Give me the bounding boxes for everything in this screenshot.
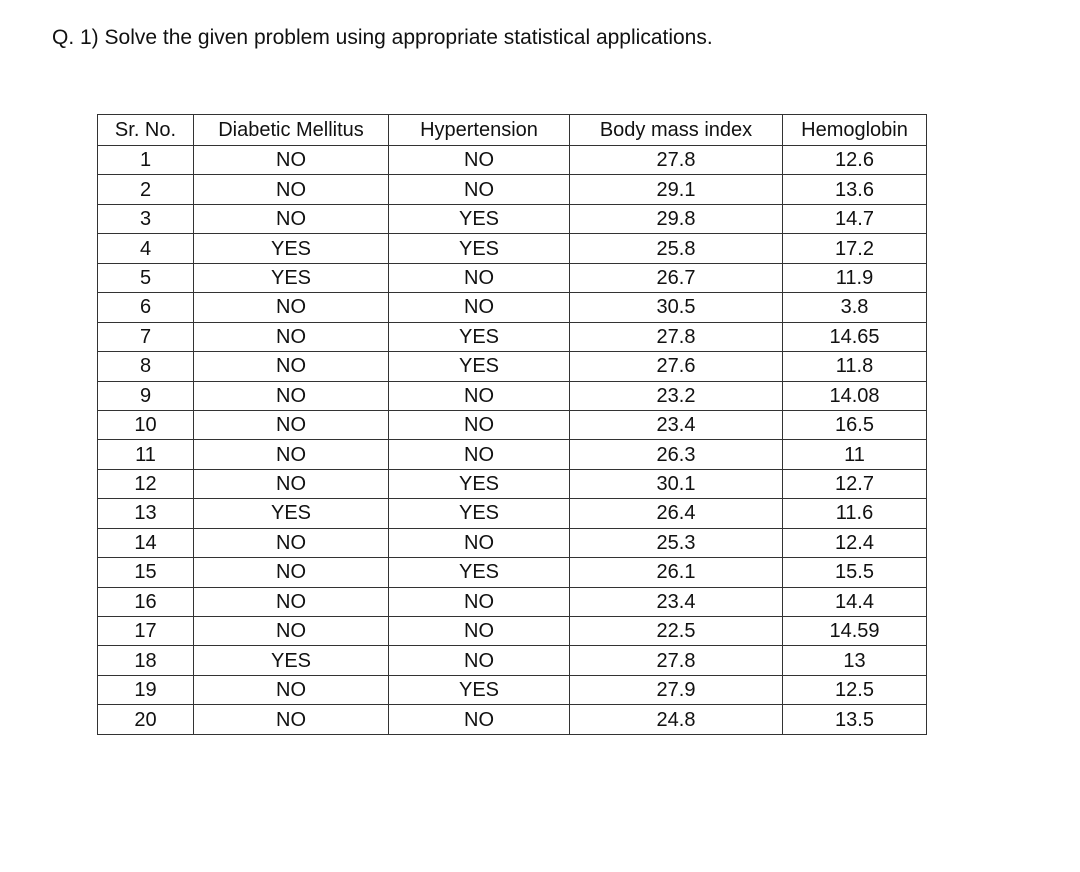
cell-sr-no: 2 (98, 175, 194, 204)
cell-diabetic-mellitus: NO (194, 293, 389, 322)
table-row (98, 499, 927, 528)
table-row (98, 352, 927, 381)
table-row (98, 322, 927, 351)
cell-diabetic-mellitus: NO (194, 617, 389, 646)
data-table (97, 114, 927, 735)
cell-sr-no: 18 (98, 646, 194, 675)
cell-body-mass-index: 30.1 (570, 469, 783, 498)
cell-hypertension: YES (389, 675, 570, 704)
table-header (98, 115, 927, 146)
table-row (98, 234, 927, 263)
question-text: Q. 1) Solve the given problem using appropriate statistical applications. (52, 26, 713, 49)
table-row (98, 410, 927, 439)
table-row (98, 528, 927, 557)
table-row (98, 293, 927, 322)
cell-sr-no: 16 (98, 587, 194, 616)
cell-body-mass-index: 23.4 (570, 587, 783, 616)
cell-hypertension: NO (389, 617, 570, 646)
cell-diabetic-mellitus: NO (194, 410, 389, 439)
cell-diabetic-mellitus: NO (194, 175, 389, 204)
cell-diabetic-mellitus: NO (194, 558, 389, 587)
cell-body-mass-index: 29.1 (570, 175, 783, 204)
cell-hemoglobin: 14.7 (783, 204, 927, 233)
cell-body-mass-index: 26.4 (570, 499, 783, 528)
cell-sr-no: 5 (98, 263, 194, 292)
cell-sr-no: 20 (98, 705, 194, 734)
cell-diabetic-mellitus: NO (194, 146, 389, 175)
cell-diabetic-mellitus: NO (194, 440, 389, 469)
header-sr-no: Sr. No. (98, 115, 194, 146)
table-row (98, 646, 927, 675)
cell-body-mass-index: 27.6 (570, 352, 783, 381)
cell-hemoglobin: 14.08 (783, 381, 927, 410)
cell-hypertension: YES (389, 499, 570, 528)
cell-diabetic-mellitus: NO (194, 587, 389, 616)
cell-hypertension: YES (389, 204, 570, 233)
cell-hypertension: YES (389, 322, 570, 351)
cell-sr-no: 7 (98, 322, 194, 351)
cell-hypertension: NO (389, 293, 570, 322)
cell-diabetic-mellitus: NO (194, 705, 389, 734)
cell-sr-no: 15 (98, 558, 194, 587)
cell-hemoglobin: 14.65 (783, 322, 927, 351)
header-row (98, 115, 927, 146)
cell-diabetic-mellitus: NO (194, 381, 389, 410)
cell-hypertension: NO (389, 646, 570, 675)
cell-hypertension: YES (389, 352, 570, 381)
cell-diabetic-mellitus: NO (194, 528, 389, 557)
cell-hemoglobin: 13.5 (783, 705, 927, 734)
cell-body-mass-index: 30.5 (570, 293, 783, 322)
cell-body-mass-index: 27.8 (570, 322, 783, 351)
cell-hemoglobin: 15.5 (783, 558, 927, 587)
table-row (98, 469, 927, 498)
table-body (98, 146, 927, 735)
cell-sr-no: 14 (98, 528, 194, 557)
cell-sr-no: 9 (98, 381, 194, 410)
table-row (98, 175, 927, 204)
cell-body-mass-index: 25.3 (570, 528, 783, 557)
cell-diabetic-mellitus: NO (194, 675, 389, 704)
header-hemoglobin: Hemoglobin (783, 115, 927, 146)
cell-hypertension: NO (389, 146, 570, 175)
table-row (98, 617, 927, 646)
cell-sr-no: 10 (98, 410, 194, 439)
cell-hypertension: NO (389, 705, 570, 734)
cell-body-mass-index: 26.1 (570, 558, 783, 587)
cell-diabetic-mellitus: YES (194, 263, 389, 292)
table-row (98, 675, 927, 704)
cell-sr-no: 19 (98, 675, 194, 704)
cell-sr-no: 3 (98, 204, 194, 233)
table-row (98, 263, 927, 292)
cell-hypertension: NO (389, 381, 570, 410)
table-row (98, 204, 927, 233)
cell-hemoglobin: 11.8 (783, 352, 927, 381)
table-row (98, 381, 927, 410)
cell-sr-no: 6 (98, 293, 194, 322)
cell-body-mass-index: 23.4 (570, 410, 783, 439)
cell-hypertension: NO (389, 587, 570, 616)
cell-body-mass-index: 27.8 (570, 146, 783, 175)
cell-hemoglobin: 13.6 (783, 175, 927, 204)
cell-sr-no: 17 (98, 617, 194, 646)
cell-body-mass-index: 22.5 (570, 617, 783, 646)
cell-hemoglobin: 11.9 (783, 263, 927, 292)
header-diabetic-mellitus: Diabetic Mellitus (194, 115, 389, 146)
cell-hemoglobin: 16.5 (783, 410, 927, 439)
table-row (98, 587, 927, 616)
header-hypertension: Hypertension (389, 115, 570, 146)
cell-hypertension: NO (389, 263, 570, 292)
cell-hemoglobin: 12.4 (783, 528, 927, 557)
cell-hemoglobin: 14.4 (783, 587, 927, 616)
cell-hemoglobin: 12.7 (783, 469, 927, 498)
cell-diabetic-mellitus: NO (194, 204, 389, 233)
cell-hypertension: NO (389, 528, 570, 557)
header-body-mass-index: Body mass index (570, 115, 783, 146)
cell-hypertension: NO (389, 440, 570, 469)
cell-body-mass-index: 27.9 (570, 675, 783, 704)
table-row (98, 146, 927, 175)
cell-body-mass-index: 27.8 (570, 646, 783, 675)
table-row (98, 705, 927, 734)
cell-hemoglobin: 12.6 (783, 146, 927, 175)
cell-body-mass-index: 26.7 (570, 263, 783, 292)
cell-sr-no: 11 (98, 440, 194, 469)
cell-sr-no: 13 (98, 499, 194, 528)
cell-diabetic-mellitus: YES (194, 646, 389, 675)
cell-hemoglobin: 14.59 (783, 617, 927, 646)
cell-diabetic-mellitus: NO (194, 352, 389, 381)
table-row (98, 558, 927, 587)
cell-hypertension: YES (389, 558, 570, 587)
cell-hemoglobin: 17.2 (783, 234, 927, 263)
cell-diabetic-mellitus: YES (194, 499, 389, 528)
cell-hypertension: YES (389, 234, 570, 263)
cell-hemoglobin: 11.6 (783, 499, 927, 528)
cell-hypertension: NO (389, 175, 570, 204)
cell-hemoglobin: 11 (783, 440, 927, 469)
cell-diabetic-mellitus: NO (194, 469, 389, 498)
cell-body-mass-index: 26.3 (570, 440, 783, 469)
cell-diabetic-mellitus: NO (194, 322, 389, 351)
cell-sr-no: 4 (98, 234, 194, 263)
cell-hypertension: YES (389, 469, 570, 498)
cell-hemoglobin: 13 (783, 646, 927, 675)
cell-body-mass-index: 24.8 (570, 705, 783, 734)
cell-sr-no: 8 (98, 352, 194, 381)
cell-body-mass-index: 25.8 (570, 234, 783, 263)
cell-hemoglobin: 3.8 (783, 293, 927, 322)
cell-body-mass-index: 29.8 (570, 204, 783, 233)
table-row (98, 440, 927, 469)
cell-body-mass-index: 23.2 (570, 381, 783, 410)
cell-hemoglobin: 12.5 (783, 675, 927, 704)
cell-hypertension: NO (389, 410, 570, 439)
cell-sr-no: 12 (98, 469, 194, 498)
cell-sr-no: 1 (98, 146, 194, 175)
cell-diabetic-mellitus: YES (194, 234, 389, 263)
